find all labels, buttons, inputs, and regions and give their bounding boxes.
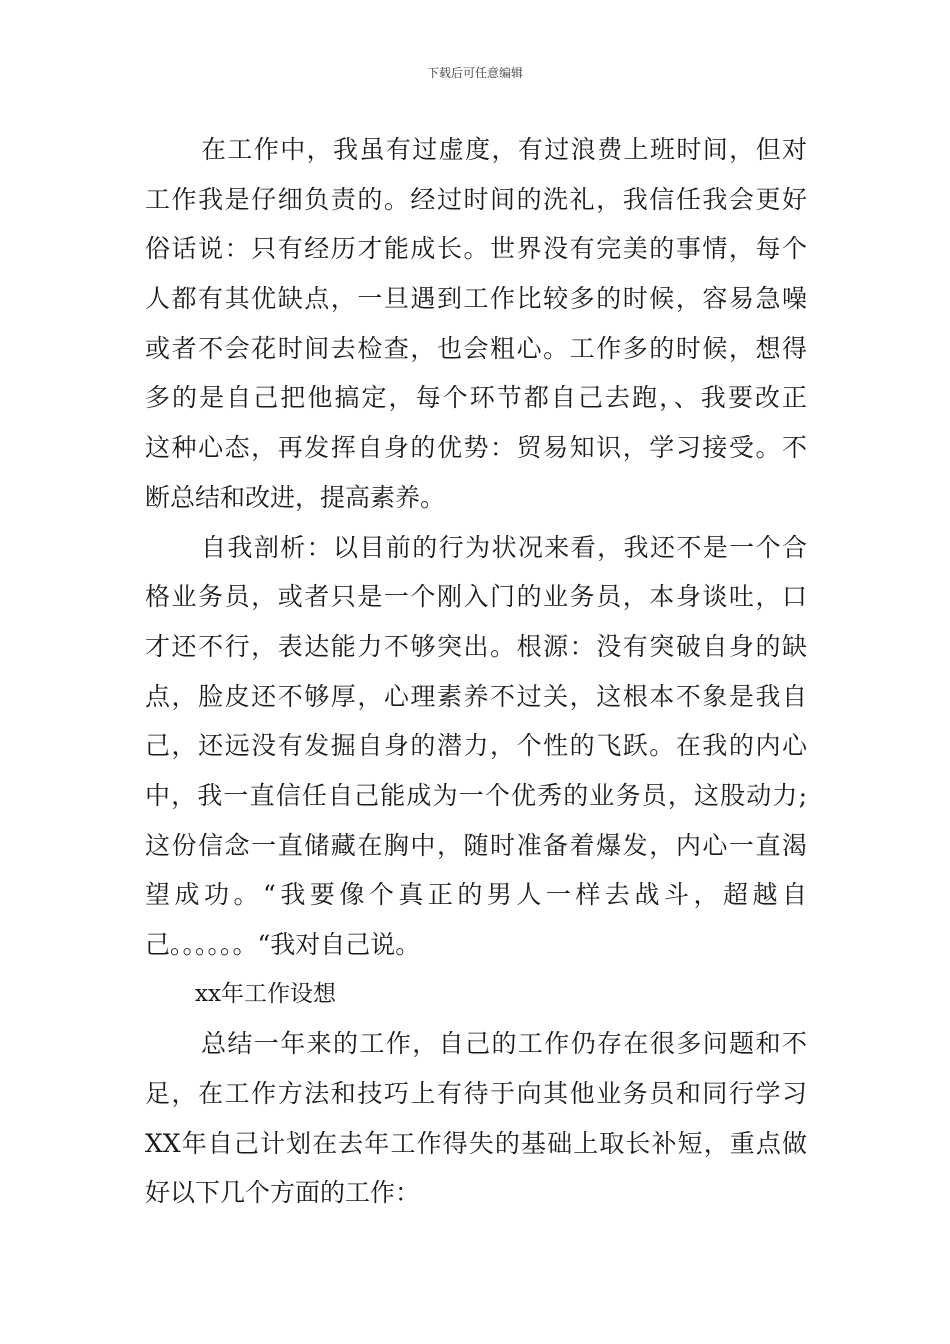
- section-heading: xx年工作设想: [195, 980, 336, 1007]
- paragraph-3-line-2: 足，在工作方法和技巧上有待于向其他业务员和同行学习: [145, 1079, 807, 1109]
- paragraph-3-line-1: 总结一年来的工作，自己的工作仍存在很多问题和不: [201, 1029, 807, 1059]
- document-body: [145, 125, 807, 1218]
- paragraph-2-line-8: 望成功。“我要像个真正的男人一样去战斗，超越自: [145, 880, 807, 910]
- page-header-note: 下载后可任意编辑: [426, 66, 523, 80]
- paragraph-3-line-3: XX年自己计划在去年工作得失的基础上取长补短，重点做: [145, 1128, 807, 1158]
- paragraph-1-line-3: 俗话说：只有经历才能成长。世界没有完美的事情，每个: [145, 234, 807, 264]
- paragraph-2-line-6: 中，我一直信任自己能成为一个优秀的业务员，这股动力;: [145, 780, 807, 810]
- paragraph-2-line-1: 自我剖析：以目前的行为状况来看，我还不是一个合: [201, 532, 807, 562]
- paragraph-1-line-6: 多的是自己把他搞定，每个环节都自己去跑，、我要改正: [145, 383, 807, 413]
- paragraph-2-line-5: 己，还远没有发掘自身的潜力，个性的飞跃。在我的内心: [145, 731, 807, 761]
- paragraph-2-line-7: 这份信念一直储藏在胸中，随时准备着爆发，内心一直渴: [145, 830, 807, 860]
- paragraph-2-line-2: 格业务员，或者只是一个刚入门的业务员，本身谈吐，口: [145, 582, 807, 612]
- paragraph-2-line-4: 点，脸皮还不够厚，心理素养不过关，这根本不象是我自: [145, 681, 807, 711]
- paragraph-2-line-3: 才还不行，表达能力不够突出。根源：没有突破自身的缺: [145, 631, 807, 661]
- paragraph-1-line-1: 在工作中，我虽有过虚度，有过浪费上班时间，但对: [201, 135, 807, 164]
- paragraph-1-line-7: 这种心态，再发挥自身的优势：贸易知识，学习接受。不: [145, 433, 807, 463]
- paragraph-1-line-2: 工作我是仔细负责的。经过时间的洗礼，我信任我会更好: [145, 184, 807, 214]
- paragraph-1-line-4: 人都有其优缺点，一旦遇到工作比较多的时候，容易急噪: [145, 284, 807, 314]
- paragraph-1-line-5: 或者不会花时间去检查，也会粗心。工作多的时候，想得: [145, 333, 807, 363]
- paragraph-2-line-9: 己。。。。。。“我对自己说。: [145, 930, 421, 959]
- paragraph-3-line-4: 好以下几个方面的工作：: [145, 1178, 421, 1208]
- paragraph-1-line-8: 断总结和改进，提高素养。: [145, 482, 446, 512]
